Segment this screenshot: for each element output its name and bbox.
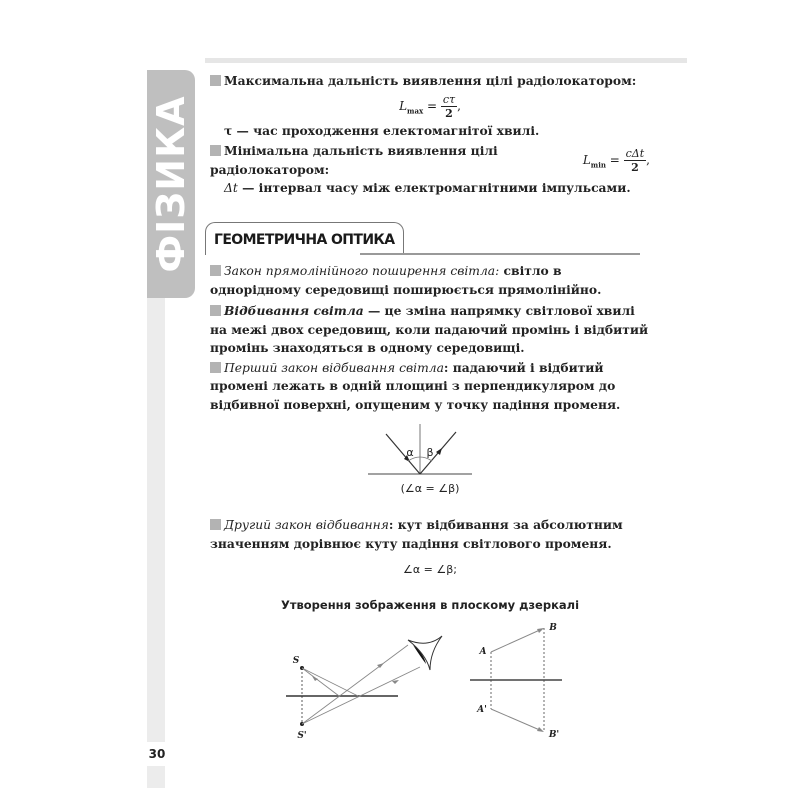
- formula-numerator: cτ: [442, 92, 456, 106]
- min-range-text-wrap: [210, 142, 577, 179]
- label-s: S: [292, 656, 300, 666]
- max-range-formula: $L_{max}$ = $\frac{c\tau}{2}$ ,: [399, 92, 461, 120]
- mirror-figure-title: Утворення зображення в плоскому дзеркалі: [280, 598, 580, 612]
- bullet-icon: [210, 305, 221, 316]
- law-term: Закон прямолінійного поширення світла:: [224, 264, 500, 278]
- law-second-reflection: [210, 516, 650, 553]
- dt-text: — інтервал часу між електромагнітними імпульсами.: [237, 180, 631, 195]
- second-law-formula: ∠α = ∠β;: [403, 563, 457, 576]
- law-body: : падаючий і відбитий промені лежать в одній площині з перпендикуляром до відбивної поверхні, опущеним у точку падіння променя.: [210, 359, 621, 412]
- image-arrow-head-icon: [537, 727, 544, 732]
- reflection-caption: (∠α = ∠β): [400, 482, 460, 495]
- subject-side-tab: [147, 70, 195, 298]
- laws-flow: [210, 262, 650, 612]
- incident-ray: [386, 434, 420, 474]
- bullet-icon: [210, 362, 221, 373]
- side-strip: [147, 298, 165, 788]
- label-a: A: [479, 647, 487, 657]
- bullet-icon: [210, 75, 221, 86]
- formula-tail: ,: [457, 98, 461, 113]
- plane-mirror-eye-figure: [280, 626, 460, 756]
- formula-sub: max: [407, 105, 424, 115]
- law-term: Другий закон відбивання: [224, 518, 389, 532]
- bullet-icon: [210, 265, 221, 276]
- ray-s-to-mirror-2: [302, 668, 358, 696]
- formula-lhs: L: [582, 152, 591, 167]
- bullet-icon: [210, 519, 221, 530]
- section-heading: ГЕОМЕТРИЧНА ОПТИКА: [205, 222, 404, 255]
- image-arrow: [491, 709, 542, 731]
- object-arrow-head-icon: [537, 628, 544, 633]
- ray-s-to-mirror-1: [302, 668, 339, 696]
- law-reflection-definition: [210, 302, 650, 358]
- label-b: B: [549, 623, 557, 633]
- ray-arrow-icon: [312, 676, 318, 681]
- content-flow: [210, 72, 650, 198]
- label-s-image: S': [297, 731, 307, 741]
- min-range-paragraph: [210, 142, 650, 179]
- dt-symbol: Δt: [224, 181, 238, 195]
- formula-denominator: 2: [631, 160, 639, 174]
- min-range-text: Мінімальна дальність виявлення цілі радіолокатором:: [210, 143, 498, 177]
- eye-icon: [408, 636, 442, 670]
- law-body: : кут відбивання за абсолютним значенням дорівнює куту падіння світлового променя.: [210, 517, 623, 551]
- dt-definition: [210, 179, 650, 198]
- reflection-diagram: [360, 422, 480, 482]
- section-rule: [360, 253, 640, 255]
- law-first-reflection: [210, 359, 650, 415]
- formula-denominator: 2: [445, 106, 453, 120]
- max-range-paragraph: [210, 72, 650, 91]
- plane-mirror-object-figure: [465, 622, 575, 752]
- page-number: 30: [144, 742, 170, 766]
- reflection-diagram-wrap: [210, 422, 650, 500]
- formula-tail: ,: [646, 152, 650, 167]
- formula-fraction: [441, 93, 457, 120]
- alpha-label: α: [406, 446, 414, 459]
- formula-sub: min: [590, 159, 606, 169]
- formula-numerator: cΔt: [625, 146, 645, 160]
- law-term: Перший закон відбивання світла: [224, 360, 444, 375]
- subject-label: ФІЗИКА: [149, 95, 193, 273]
- label-a-image: A': [477, 705, 487, 715]
- law-body: — це зміна напрямку світлової хвилі на межі двох середовищ, коли падаючий промінь і відбитий промінь знаходяться в одному середовищі.: [210, 303, 649, 355]
- beta-label: β: [426, 446, 434, 459]
- min-range-formula: $L_{min}$ = $\frac{\text{cΔt}}{2}$ ,: [582, 146, 650, 174]
- formula-fraction: [624, 147, 647, 174]
- law-rectilinear: [210, 262, 650, 299]
- max-range-text: Максимальна дальність виявлення цілі радіолокатором:: [224, 73, 637, 88]
- law-body: світло в однорідному середовищі поширюється прямолінійно.: [210, 263, 602, 297]
- ray-arrow-icon: [392, 680, 399, 684]
- top-rule: [205, 58, 687, 63]
- label-b-image: B': [548, 730, 560, 740]
- object-arrow: [491, 629, 542, 652]
- virtual-ray-1: [302, 645, 408, 724]
- formula-lhs: L: [399, 98, 408, 113]
- law-term: Відбивання світла: [224, 303, 364, 318]
- tau-definition: τ — час проходження електомагнітої хвилі.: [224, 122, 540, 138]
- bullet-icon: [210, 145, 221, 156]
